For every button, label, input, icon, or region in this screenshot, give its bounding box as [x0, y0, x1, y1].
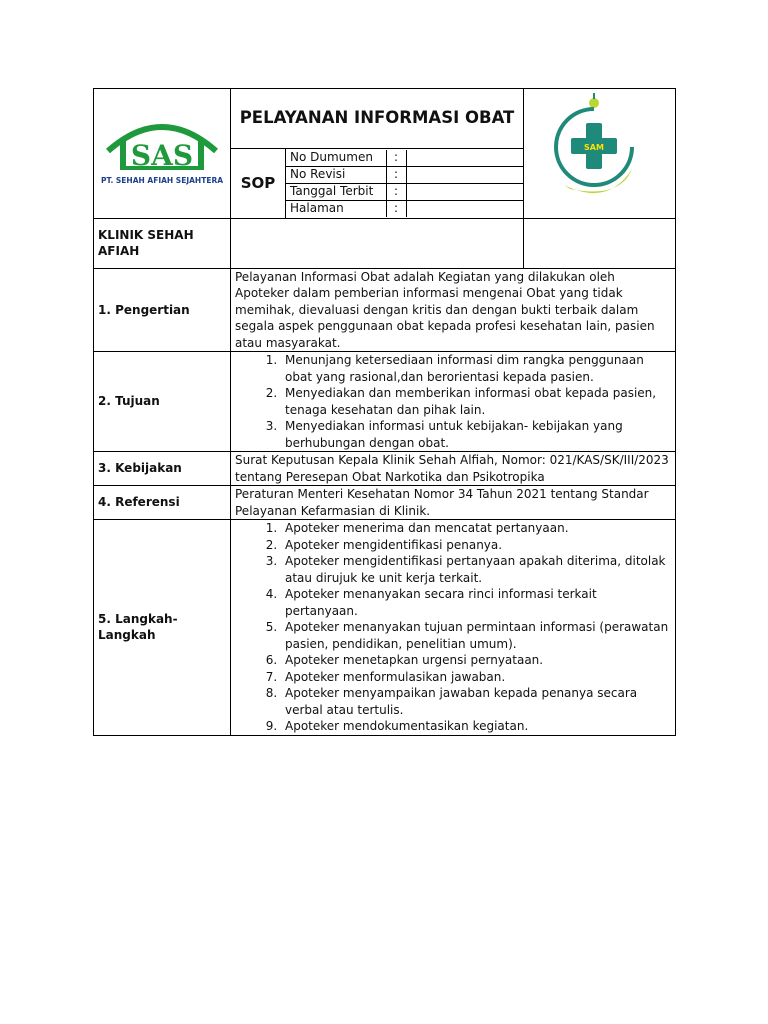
clinic-logo-text: SAM [583, 143, 604, 152]
list-item: 7. Apoteker menformulasikan jawaban. [281, 669, 671, 686]
list-item: 4. Apoteker menanyakan secara rinci informasi terkait pertanyaan. [281, 586, 671, 619]
clinic-name: KLINIK SEHAH AFIAH [94, 218, 231, 268]
doc-field-sep: : [386, 150, 406, 167]
doc-field-value [406, 150, 523, 167]
list-item: 1. Menunjang ketersediaan informasi dim rangka penggunaan obat yang rasional,dan berorientasi kepada pasien. [281, 352, 671, 385]
clinic-row-blank-right [524, 218, 676, 268]
sop-label: SOP [231, 148, 286, 218]
list-item: 9. Apoteker mendokumentasikan kegiatan. [281, 718, 671, 735]
doc-field-sep: : [386, 166, 406, 183]
list-item: 3. Apoteker mengidentifikasi pertanyaan apakah diterima, ditolak atau dirujuk ke unit kerja terkait. [281, 553, 671, 586]
section-text-referensi: Peraturan Menteri Kesehatan Nomor 34 Tahun 2021 tentang Standar Pelayanan Kefarmasian di Klinik. [231, 486, 676, 520]
doc-field-row [286, 150, 523, 167]
section-label-referensi: 4. Referensi [94, 486, 231, 520]
section-text-kebijakan: Surat Keputusan Kepala Klinik Sehah Alfiah, Nomor: 021/KAS/SK/III/2023 tentang Peresepan Obat Narkotika dan Psikotropika [231, 452, 676, 486]
doc-field-row [286, 166, 523, 183]
doc-field-label: Halaman [286, 200, 386, 217]
doc-field-label: Tanggal Terbit [286, 183, 386, 200]
list-item: 8. Apoteker menyampaikan jawaban kepada penanya secara verbal atau tertulis. [281, 685, 671, 718]
section-list-langkah [231, 520, 676, 736]
section-list-tujuan [231, 352, 676, 452]
section-label-kebijakan: 3. Kebijakan [94, 452, 231, 486]
section-label-pengertian: 1. Pengertian [94, 268, 231, 352]
section-label-langkah: 5. Langkah-Langkah [94, 520, 231, 736]
doc-fields-cell [286, 148, 524, 218]
document-title: PELAYANAN INFORMASI OBAT [231, 89, 524, 149]
sop-table [93, 88, 676, 736]
doc-field-label: No Revisi [286, 166, 386, 183]
list-item: 2. Apoteker mengidentifikasi penanya. [281, 537, 671, 554]
doc-field-value [406, 183, 523, 200]
list-item: 3. Menyediakan informasi untuk kebijakan- kebijakan yang berhubungan dengan obat. [281, 418, 671, 451]
list-item: 2. Menyediakan dan memberikan informasi obat kepada pasien, tenaga kesehatan dan pihak lain. [281, 385, 671, 418]
company-logo-cell [94, 89, 231, 219]
doc-field-label: No Dumumen [286, 150, 386, 167]
doc-field-row [286, 183, 523, 200]
company-logo-monogram: SAS [130, 139, 194, 172]
section-label-tujuan: 2. Tujuan [94, 352, 231, 452]
doc-field-row [286, 200, 523, 217]
doc-fields-table [286, 150, 523, 217]
company-logo [98, 111, 226, 191]
company-logo-text: PT. SEHAH AFIAH SEJAHTERA [100, 176, 224, 185]
list-item: 5. Apoteker menanyakan tujuan permintaan informasi (perawatan pasien, pendidikan, penelitian umum). [281, 619, 671, 652]
clinic-logo [550, 89, 650, 213]
list-item: 1. Apoteker menerima dan mencatat pertanyaan. [281, 520, 671, 537]
clinic-row-blank [231, 218, 524, 268]
doc-field-sep: : [386, 200, 406, 217]
section-text-pengertian: Pelayanan Informasi Obat adalah Kegiatan yang dilakukan oleh Apoteker dalam pemberian informasi mengenai Obat yang tidak memihak, dievaluasi dengan kritis dan dengan bukti terbaik dalam segala aspek penggunaan obat kepada profesi kesehatan lain, pasien atau masyarakat. [231, 268, 676, 352]
doc-field-sep: : [386, 183, 406, 200]
doc-field-value [406, 200, 523, 217]
list-item: 6. Apoteker menetapkan urgensi pernyataan. [281, 652, 671, 669]
clinic-logo-cell [524, 89, 676, 219]
doc-field-value [406, 166, 523, 183]
